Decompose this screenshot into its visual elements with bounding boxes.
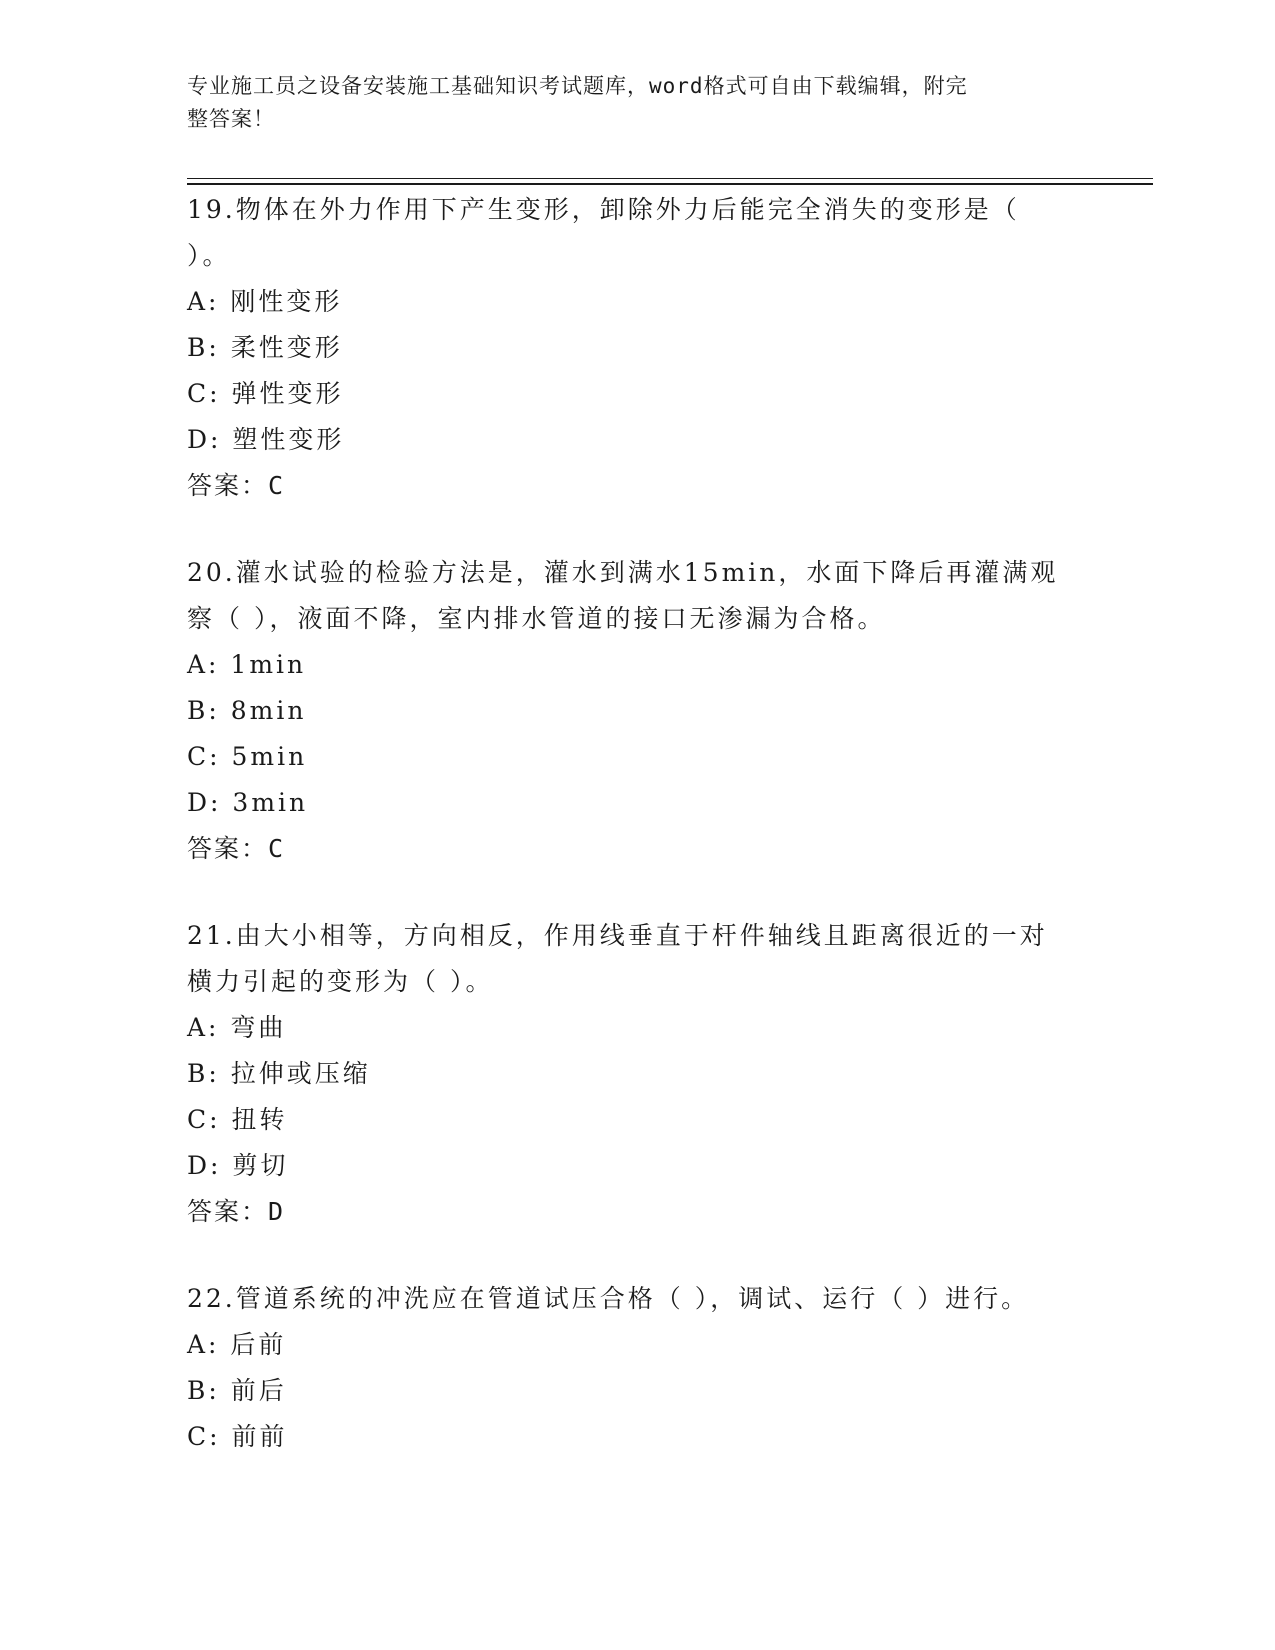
- option-a: A: 弯曲: [187, 1013, 287, 1042]
- option-a: A: 后前: [187, 1330, 287, 1359]
- header-divider-thick: [187, 183, 1153, 185]
- option-a: A: 刚性变形: [187, 287, 343, 316]
- option-a: A: 1min: [187, 650, 307, 679]
- stem-line: 20.灌水试验的检验方法是，灌水到满水15min，水面下降后再灌满观: [187, 558, 1059, 587]
- header-line-1: 专业施工员之设备安装施工基础知识考试题库，word格式可自由下载编辑，附完: [187, 74, 968, 98]
- option-c: C: 前前: [187, 1422, 288, 1451]
- option-b: B: 拉伸或压缩: [187, 1059, 371, 1088]
- option-d: D: 3min: [187, 788, 309, 817]
- question-20: [187, 550, 1087, 872]
- question-19: [187, 187, 1087, 509]
- option-b: B: 柔性变形: [187, 333, 343, 362]
- answer: 答案：C: [187, 834, 286, 863]
- question-stem: [187, 1276, 1077, 1322]
- option-d: D: 剪切: [187, 1151, 289, 1180]
- option-b: B: 前后: [187, 1376, 287, 1405]
- document-header: [187, 70, 1067, 136]
- option-b: B: 8min: [187, 696, 307, 725]
- answer: 答案：C: [187, 471, 286, 500]
- stem-line: 察（ ），液面不降，室内排水管道的接口无渗漏为合格。: [187, 604, 886, 633]
- header-line-2: 整答案！: [187, 107, 275, 131]
- option-c: C: 弹性变形: [187, 379, 344, 408]
- stem-line: 21.由大小相等，方向相反，作用线垂直于杆件轴线且距离很近的一对: [187, 921, 1048, 950]
- stem-line: ）。: [187, 241, 231, 270]
- question-stem: [187, 550, 1077, 642]
- stem-line: 19.物体在外力作用下产生变形，卸除外力后能完全消失的变形是（: [187, 195, 1020, 224]
- option-c: C: 扭转: [187, 1105, 288, 1134]
- question-21: [187, 913, 1087, 1235]
- stem-line: 横力引起的变形为（ ）。: [187, 967, 494, 996]
- option-d: D: 塑性变形: [187, 425, 345, 454]
- answer: 答案：D: [187, 1197, 286, 1226]
- question-stem: [187, 187, 1077, 279]
- question-list: [187, 187, 1087, 1501]
- stem-line: 22.管道系统的冲洗应在管道试压合格（ ），调试、运行（ ）进行。: [187, 1284, 1030, 1313]
- question-stem: [187, 913, 1077, 1005]
- header-divider-thin: [187, 178, 1153, 179]
- option-c: C: 5min: [187, 742, 308, 771]
- question-22: [187, 1276, 1087, 1460]
